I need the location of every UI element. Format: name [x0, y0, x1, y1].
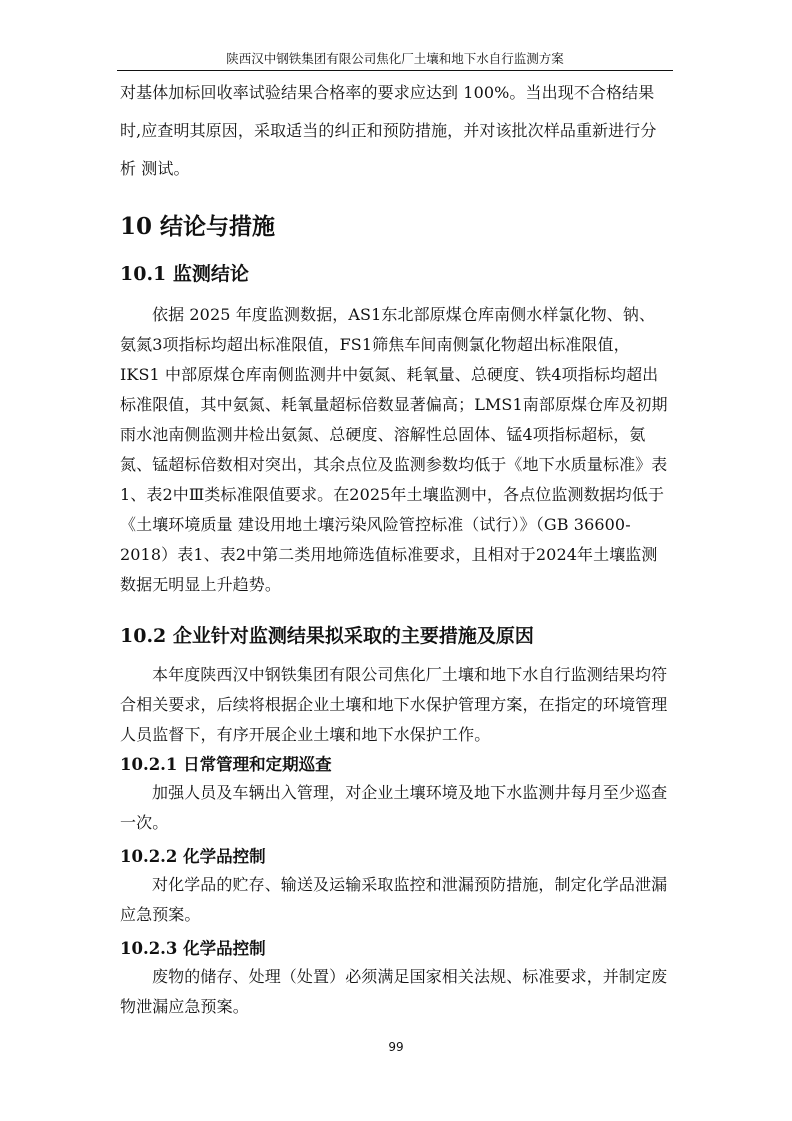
- header-divider: [117, 70, 673, 71]
- section-title-10-1: 10.1 监测结论: [120, 263, 249, 285]
- measures-paragraph: 本年度陕西汉中钢铁集团有限公司焦化厂土壤和地下水自行监测结果均符合相关要求，后续将根据企业土壤和地下水保护管理方案，在指定的环境管理人员监督下，有序开展企业土壤和地下水保护工作。: [120, 665, 668, 744]
- chapter-title: 10 结论与措施: [120, 213, 276, 240]
- page-content: [120, 74, 668, 1022]
- section-title-10-2: 10.2 企业针对监测结果拟采取的主要措施及原因: [120, 625, 534, 647]
- page-number: 99: [388, 1040, 404, 1054]
- subsection-title-10-2-1: 10.2.1 日常管理和定期巡查: [120, 755, 332, 774]
- page-header: 陕西汉中钢铁集团有限公司焦化厂土壤和地下水自行监测方案: [226, 51, 564, 66]
- subsection-title-10-2-3: 10.2.3 化学品控制: [120, 939, 266, 958]
- continuation-paragraph: 对基体加标回收率试验结果合格率的要求应达到 100%。当出现不合格结果 时,应查明其原因，采取适当的纠正和预防措施，并对该批次样品重新进行分析 测试。: [120, 83, 657, 178]
- subsection-title-10-2-2: 10.2.2 化学品控制: [120, 847, 266, 866]
- subsection-body-10-2-2: 对化学品的贮存、输送及运输采取监控和泄漏预防措施，制定化学品泄漏应急预案。: [120, 875, 668, 924]
- subsection-body-10-2-3: 废物的储存、处理（处置）必须满足国家相关法规、标准要求，并制定废物泄漏应急预案。: [120, 967, 668, 1016]
- monitoring-conclusion-paragraph: 依据 2025 年度监测数据，AS1东北部原煤仓库南侧水样氯化物、钠、氨氮3项指标均超出标准限值，FS1筛焦车间南侧氯化物超出标准限值，IKS1 中部原煤仓库南侧监测井中氨氮、耗氧量、总硬度、铁4项指标均超出标准限值，其中氨氮、耗氧量超标倍数显著偏高；LMS1南部原煤仓库及初期雨水池南侧监测井检出氨氮、总硬度、溶解性总固体、锰4项指标超标，氨氮、锰超标倍数相对突出，其余点位及监测参数均低于《地下水质量标准》表1、表2中Ⅲ类标准限值要求。在2025年土壤监测中，各点位监测数据均低于《土壤环境质量 建设用地土壤污染风险管控标准（试行）》（GB 36600-2018）表1、表2中第二类用地筛选值标准要求，且相对于2024年土壤监测数据无明显上升趋势。: [120, 305, 668, 594]
- subsection-body-10-2-1: 加强人员及车辆出入管理，对企业土壤环境及地下水监测井每月至少巡查一次。: [120, 783, 668, 832]
